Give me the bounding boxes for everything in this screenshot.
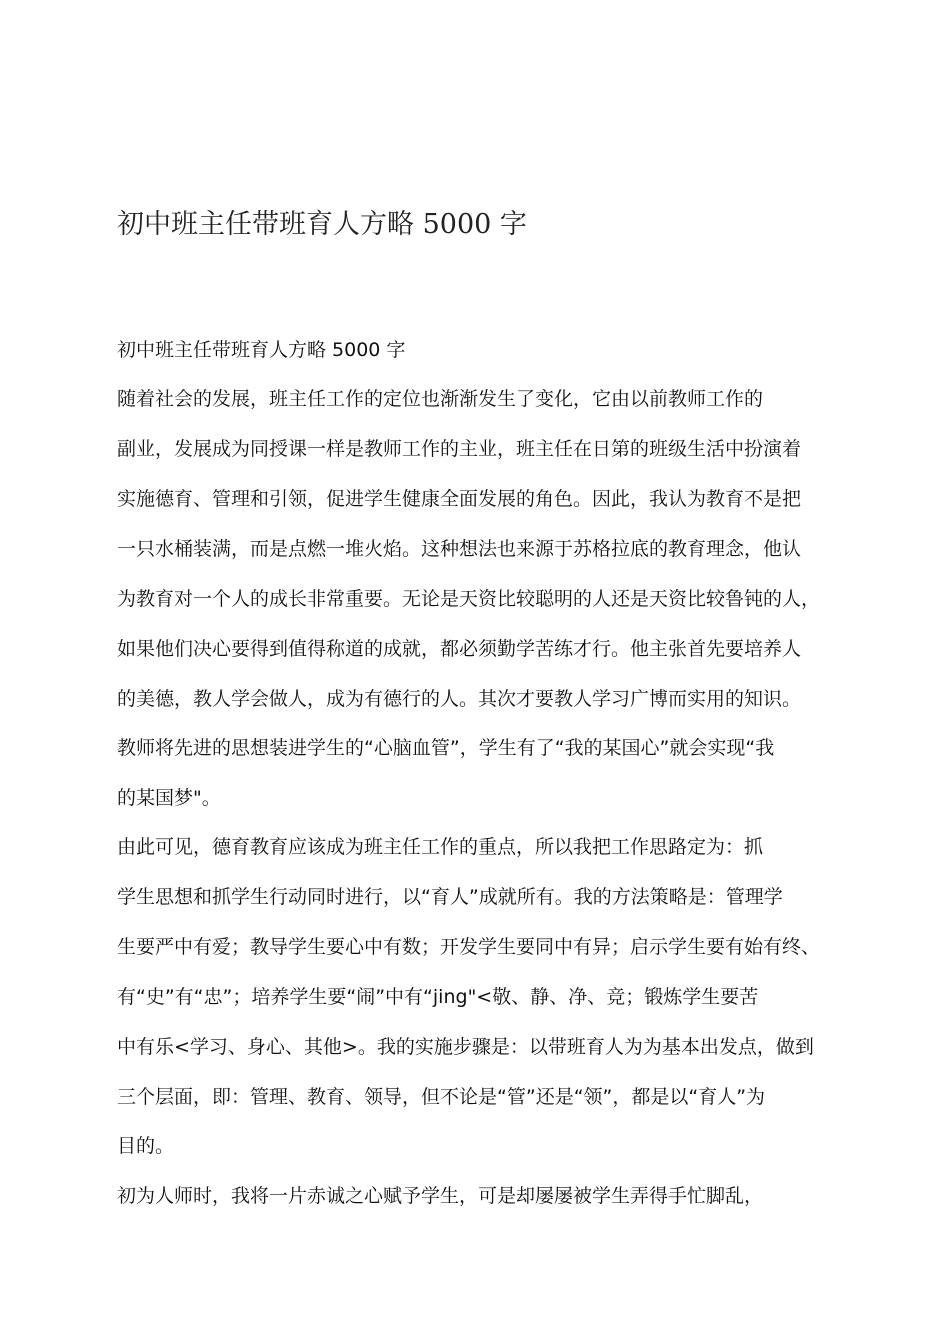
body-line: 中有乐<学习、身心、其他>。我的实施步骤是：以带班育人为为基本出发点，做到 (117, 1036, 814, 1058)
body-line: 学生思想和抓学生行动同时进行，以“育人”成就所有。我的方法策略是：管理学 (117, 886, 783, 908)
body-line: 副业，发展成为同授课一样是教师工作的主业，班主任在日第的班级生活中扮演着 (117, 438, 802, 460)
body-line: 初中班主任带班育人方略 5000 字 (117, 339, 406, 361)
body-line: 随着社会的发展，班主任工作的定位也渐渐发生了变化，它由以前教师工作的 (117, 388, 764, 410)
body-line: 生要严中有爱；教导学生要心中有数；开发学生要同中有异；启示学生要有始有终、 (117, 936, 821, 958)
body-line: 一只水桶装满，而是点燃一堆火焰。这种想法也来源于苏格拉底的教育理念，他认 (117, 538, 802, 560)
body-line: 实施德育、管理和引领，促进学生健康全面发展的角色。因此，我认为教育不是把 (117, 488, 802, 510)
body-line: 为教育对一个人的成长非常重要。无论是天资比较聪明的人还是天资比较鲁钝的人， (117, 588, 821, 610)
document-title: 初中班主任带班育人方略 5000 字 (117, 209, 527, 240)
body-line: 有“史”有“忠”；培养学生要“闹”中有“jing"<敬、静、净、竞；锻炼学生要苦 (117, 986, 759, 1008)
body-line: 初为人师时，我将一片赤诚之心赋予学生，可是却屡屡被学生弄得手忙脚乱， (117, 1185, 764, 1207)
body-line: 由此可见，德育教育应该成为班主任工作的重点，所以我把工作思路定为：抓 (117, 836, 764, 858)
body-line: 的某国梦"。 (117, 787, 221, 809)
body-line: 三个层面，即：管理、教育、领导，但不论是“管”还是“领”，都是以“育人”为 (117, 1086, 766, 1108)
body-line: 教师将先进的思想装进学生的“心脑血管”，学生有了“我的某国心”就会实现“我 (117, 737, 775, 759)
body-line: 目的。 (117, 1135, 175, 1157)
body-line: 如果他们决心要得到值得称道的成就，都必须勤学苦练才行。他主张首先要培养人 (117, 638, 802, 660)
body-line: 的美德，教人学会做人，成为有德行的人。其次才要教人学习广博而实用的知识。 (117, 688, 802, 710)
